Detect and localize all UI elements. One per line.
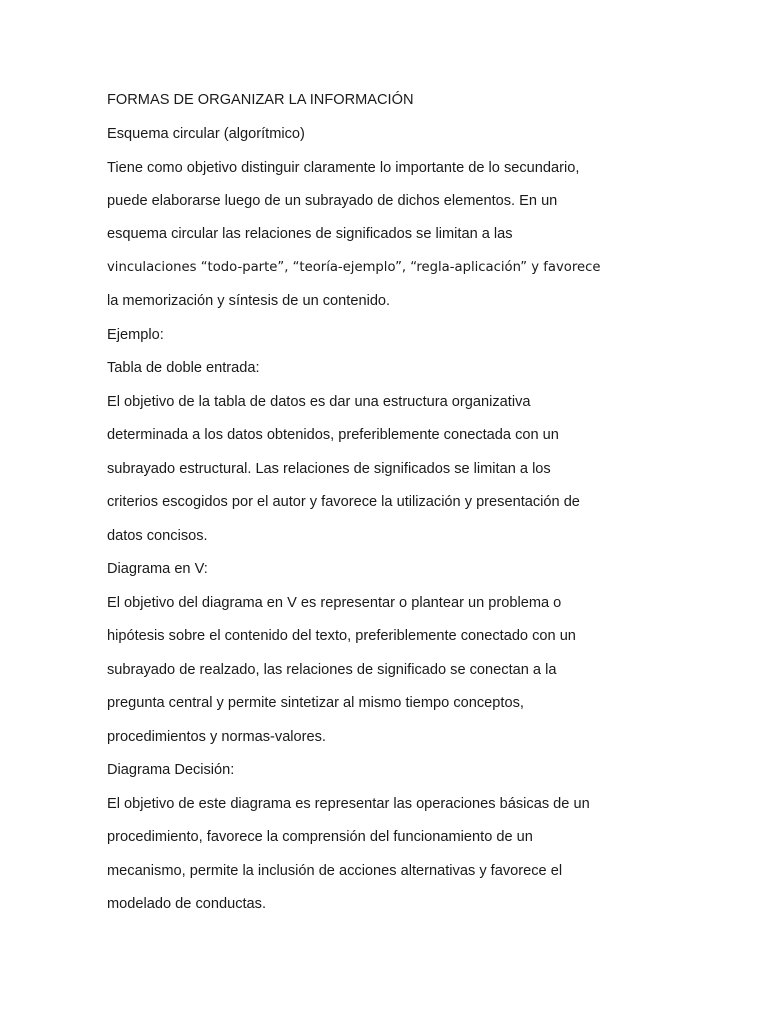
paragraph-line: puede elaborarse luego de un subrayado de dichos elementos. En un bbox=[107, 193, 558, 209]
paragraph-line: modelado de conductas. bbox=[107, 896, 267, 912]
paragraph-line: determinada a los datos obtenidos, preferiblemente conectada con un bbox=[107, 427, 559, 443]
paragraph-line: vinculaciones “todo-parte”, “teoría-ejemplo”, “regla-aplicación” y favorece bbox=[107, 260, 601, 275]
paragraph-line: subrayado de realzado, las relaciones de significado se conectan a la bbox=[107, 662, 557, 678]
paragraph-line: datos concisos. bbox=[107, 528, 208, 544]
paragraph-line: pregunta central y permite sintetizar al mismo tiempo conceptos, bbox=[107, 695, 524, 711]
paragraph-line: El objetivo de la tabla de datos es dar una estructura organizativa bbox=[107, 394, 531, 410]
section-heading-tabla-doble-entrada: Tabla de doble entrada: bbox=[107, 360, 260, 376]
paragraph-line: El objetivo del diagrama en V es representar o plantear un problema o bbox=[107, 595, 562, 611]
paragraph-line: Tiene como objetivo distinguir claramente lo importante de lo secundario, bbox=[107, 160, 580, 176]
paragraph-line: la memorización y síntesis de un contenido. bbox=[107, 293, 391, 309]
section-heading-diagrama-en-v: Diagrama en V: bbox=[107, 561, 208, 577]
paragraph-line: procedimiento, favorece la comprensión del funcionamiento de un bbox=[107, 829, 533, 845]
paragraph-line: procedimientos y normas-valores. bbox=[107, 729, 326, 745]
document-title: FORMAS DE ORGANIZAR LA INFORMACIÓN bbox=[107, 92, 414, 108]
paragraph-line: criterios escogidos por el autor y favorece la utilización y presentación de bbox=[107, 494, 580, 510]
section-heading-ejemplo: Ejemplo: bbox=[107, 327, 164, 343]
paragraph-line: esquema circular las relaciones de significados se limitan a las bbox=[107, 226, 513, 242]
paragraph-line: hipótesis sobre el contenido del texto, preferiblemente conectado con un bbox=[107, 628, 576, 644]
section-heading-esquema-circular: Esquema circular (algorítmico) bbox=[107, 126, 305, 142]
paragraph-line: El objetivo de este diagrama es representar las operaciones básicas de un bbox=[107, 796, 590, 812]
section-heading-diagrama-decision: Diagrama Decisión: bbox=[107, 762, 235, 778]
paragraph-line: mecanismo, permite la inclusión de acciones alternativas y favorece el bbox=[107, 863, 563, 879]
paragraph-line: subrayado estructural. Las relaciones de significados se limitan a los bbox=[107, 461, 551, 477]
